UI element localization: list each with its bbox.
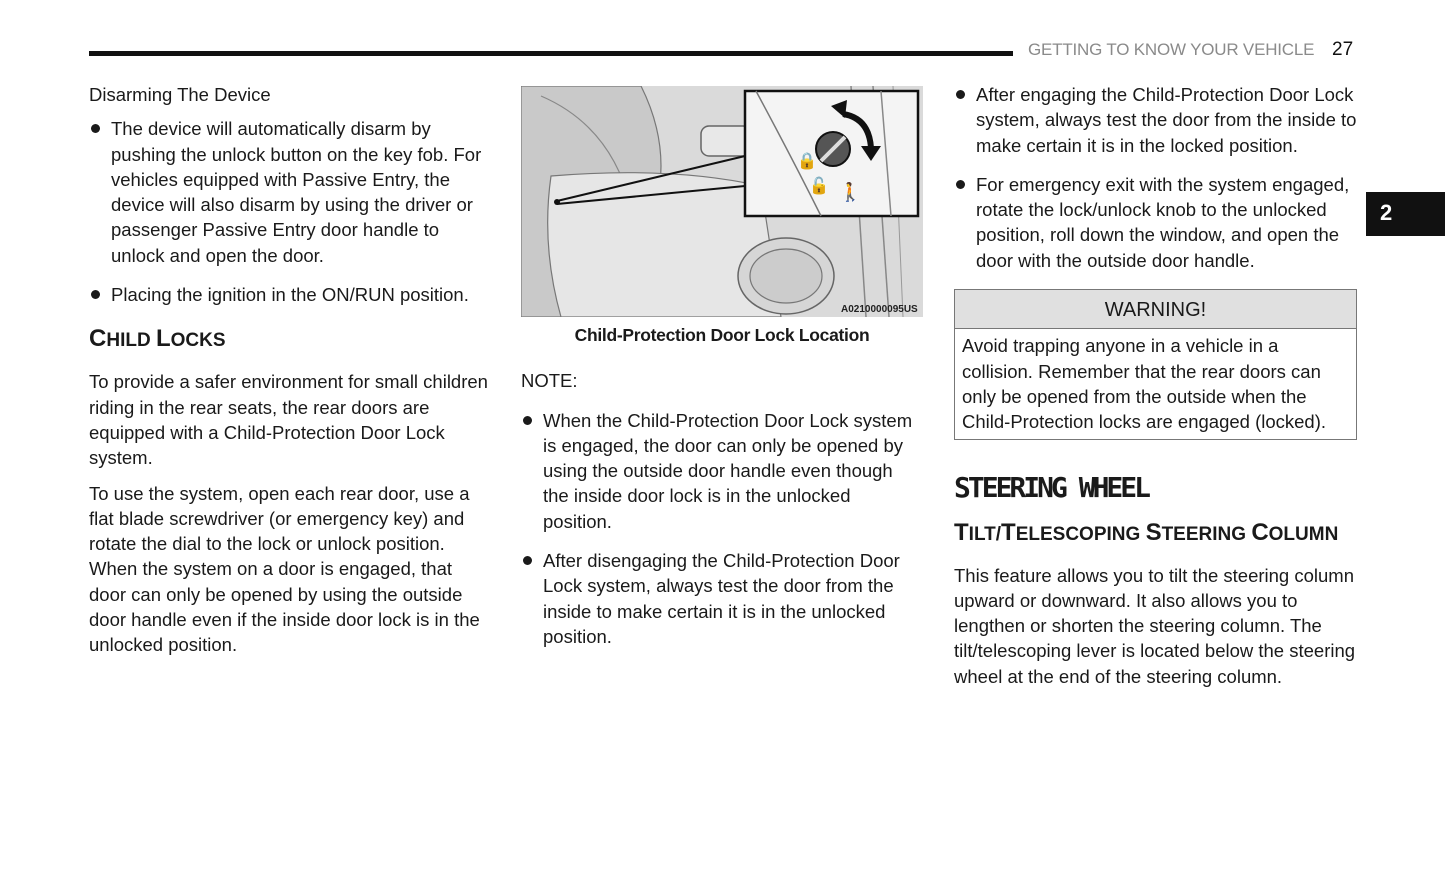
section-heading-tilt-telescoping [954,518,1357,550]
figure-caption: Child-Protection Door Lock Location [574,325,870,345]
header-rule [89,51,1013,56]
page-number: 27 [1332,39,1354,60]
svg-text:🚶: 🚶 [839,182,862,203]
warning-title: WARNING! [955,290,1356,329]
column-1 [89,82,489,668]
bullet-list [89,116,489,307]
subheading-disarming: Disarming The Device [89,84,271,105]
section-heading-child-locks [89,324,489,356]
heading-smallcaps: TEERING [1161,523,1252,545]
heading-cap: T [1001,518,1016,546]
note-label: NOTE: [521,370,578,392]
heading-smallcaps: OLUMN [1268,523,1339,545]
list-item: For emergency exit with the system engaged, rotate the lock/unlock knob to the unlocked position, roll down the window, and open the door with the outside door handle. [954,172,1357,273]
bullet-list [954,82,1357,273]
warning-box [954,289,1357,439]
svg-text:🔓: 🔓 [809,176,829,195]
column-2 [521,82,923,663]
heading-smallcaps: ELESCOPING [1015,523,1146,545]
chapter-tab[interactable]: 2 [1366,192,1445,236]
list-item: The device will automatically disarm by pushing the unlock button on the key fob. For vehicles equipped with Passive Entry, the device will also disarm by using the driver or passenger Passive Entry door handle to unlock and open the door. [89,116,489,268]
list-item: Placing the ignition in the ON/RUN position. [89,282,489,307]
figure-code: A0210000095US [841,304,918,315]
paragraph: To provide a safer environment for small children riding in the rear seats, the rear doors are equipped with a Child-Protection Door Lock system. [89,371,488,469]
heading-cap: C [89,325,107,353]
heading-cap: C [1251,518,1269,546]
heading-cap: S [1145,518,1162,546]
header-title: GETTING TO KNOW YOUR VEHICLE [1028,40,1315,59]
svg-text:🔒: 🔒 [797,151,817,170]
heading-cap: L [155,325,171,353]
warning-text: Avoid trapping anyone in a vehicle in a collision. Remember that the rear doors can only be opened from the outside when the Child-Protection locks are engaged (locked). [962,335,1327,433]
heading-cap: T [954,518,969,546]
heading-smallcaps: HILD [106,330,156,352]
door-illustration [521,86,923,317]
list-item: After engaging the Child-Protection Door Lock system, always test the door from the inside to make certain it is in the locked position. [954,82,1357,158]
paragraph: To use the system, open each rear door, use a flat blade screwdriver (or emergency key) and rotate the dial to the lock or unlock position. When the system on a door is engaged, that door can only be opened by using the outside door handle even if the inside door lock is in the unlocked position. [89,482,480,656]
door-lock-figure [521,86,923,317]
heading-smallcaps: ILT/ [968,523,1002,545]
chapter-heading-steering-wheel: STEERING WHEEL [954,470,1149,504]
paragraph: This feature allows you to tilt the steering column upward or downward. It also allows you to lengthen or shorten the steering column. The tilt/telescoping lever is located below the steering wheel at the end of the steering column. [954,564,1356,687]
list-item: After disengaging the Child-Protection Door Lock system, always test the door from the inside to make certain it is in the unlocked position. [521,548,923,649]
heading-smallcaps: OCKS [170,330,226,352]
bullet-list [521,408,923,650]
column-3 [954,82,1357,699]
list-item: When the Child-Protection Door Lock system is engaged, the door can only be opened by using the outside door handle even though the inside door lock is in the unlocked position. [521,408,923,534]
